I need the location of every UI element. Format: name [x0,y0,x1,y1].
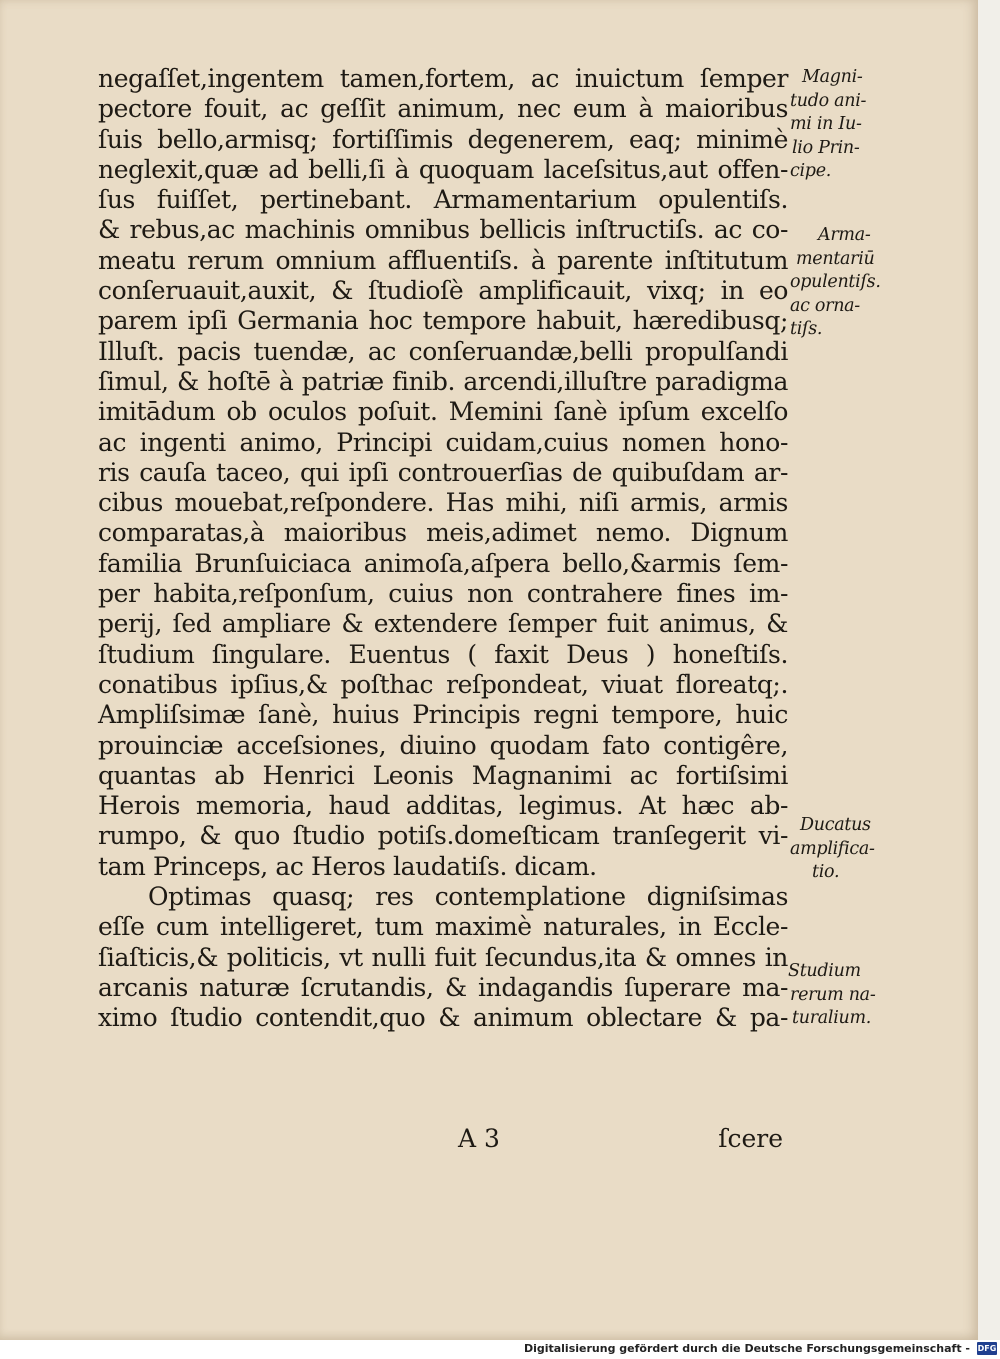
text-line: ac ingenti animo, Principi cuidam,cuius nomen hono- [98,427,788,457]
text-line: ris cauſa taceo, qui ipſi controuerſias de quibuſdam ar- [98,457,788,487]
text-line: ſimul, & hoſtē à patriæ finib. arcendi,illuſtre paradigma [98,366,788,396]
text-line: Ampliſsimæ ſanè, huius Principis regni tempore, huic [98,700,788,730]
margin-note [786,224,886,342]
margin-note-line: mi in Iu- [790,114,862,134]
margin-note-line: ac orna- [790,295,860,316]
signature-mark: A 3 [458,1124,500,1153]
margin-note [786,66,886,184]
text-line: meatu rerum omnium affluentiſs. à parente inſtitutum [98,245,788,275]
margin-note [786,960,886,1031]
dfg-logo-icon: DFG [977,1344,997,1353]
catchword: ſcere [718,1124,783,1153]
text-line: imitādum ob oculos poſuit. Memini ſanè ipſum excelſo [98,397,788,427]
page-edge [978,0,1000,1340]
text-line: & rebus,ac machinis omnibus bellicis inſtructiſs. ac co- [98,215,788,245]
text-line: eſſe cum intelligeret, tum maximè naturales, in Eccle- [98,912,788,942]
text-line: conſeruauit,auxit, & ſtudioſè amplificauit, vixq; in eo [98,276,788,306]
footer-credit: Digitalisierung gefördert durch die Deutsche Forschungsgemeinschaft - [523,1342,970,1355]
text-line: conatibus ipſius,& poſthac reſpondeat, viuat floreatq;. [98,669,788,699]
margin-note-line: tiſs. [790,319,823,339]
text-line: parem ipſi Germania hoc tempore habuit, hæredibusq; [98,306,788,336]
text-line: ſtudium ſingulare. Euentus ( faxit Deus ) honeſtiſs. [98,639,788,669]
margin-note-line: rerum na- [790,984,876,1005]
margin-note-line: Studium [788,961,861,981]
margin-note-line: tio. [812,862,840,882]
text-line: familia Brunſuiciaca animoſa,aſpera bello,&armis ſem- [98,548,788,578]
margin-note-line: opulentiſs. [790,272,881,292]
text-line: ſuis bello,armisq; fortiſſimis degenerem, eaq; minimè [98,124,788,154]
margin-note-line: tudo ani- [790,90,867,111]
margin-note-line: Ducatus [800,815,871,835]
body-text [98,64,788,1034]
text-line: pectore fouit, ac geſſit animum, nec eum à maioribus [98,94,788,124]
text-line: cibus mouebat,reſpondere. Has mihi, niſi armis, armis [98,488,788,518]
text-line: per habita,reſponſum, cuius non contrahere fines im- [98,579,788,609]
text-line: rumpo, & quo ſtudio potiſs.domeſticam tranſegerit vi- [98,821,788,851]
text-line: prouinciæ acceſsiones, diuino quodam fato contigêre, [98,730,788,760]
text-line: negaſſet,ingentem tamen,fortem, ac inuictum ſemper [98,64,788,93]
text-line: neglexit,quæ ad belli,ſi à quoquam laceſsitus,aut offen- [98,154,788,184]
text-line: tam Princeps, ac Heros laudatiſs. dicam. [98,851,597,881]
text-line: Illuſt. pacis tuendæ, ac conſeruandæ,belli propulſandi [98,336,788,366]
text-line: arcanis naturæ ſcrutandis, & indagandis ſuperare ma- [98,972,788,1002]
margin-note-line: lio Prin- [792,137,860,158]
text-line: ſus fuiſſet, pertinebant. Armamentarium opulentiſs. [98,185,788,215]
page-foot [98,1124,788,1154]
margin-note-line: Magni- [802,67,863,87]
text-line: ximo ſtudio contendit,quo & animum oblectare & pa- [98,1003,788,1033]
text-line: ſiaſticis,& politicis, vt nulli fuit ſecundus,ita & omnes in [98,942,788,972]
margin-note-line: Arma- [818,225,871,245]
margin-note-line: mentariū [796,248,875,269]
text-line: perij, ſed ampliare & extendere ſemper fuit animus, & [98,609,788,639]
text-line: Herois memoria, haud additas, legimus. At hæc ab- [98,791,788,821]
margin-note-line: cipe. [790,161,832,181]
margin-note-line: turalium. [792,1008,872,1028]
text-line: comparatas,à maioribus meis,adimet nemo. Dignum [98,518,788,548]
margin-note-line: amplifica- [790,838,875,859]
margin-note [786,814,886,885]
text-line: Optimas quasq; res contemplatione digniſsimas [148,882,788,912]
text-line: quantas ab Henrici Leonis Magnanimi ac fortiſsimi [98,760,788,790]
